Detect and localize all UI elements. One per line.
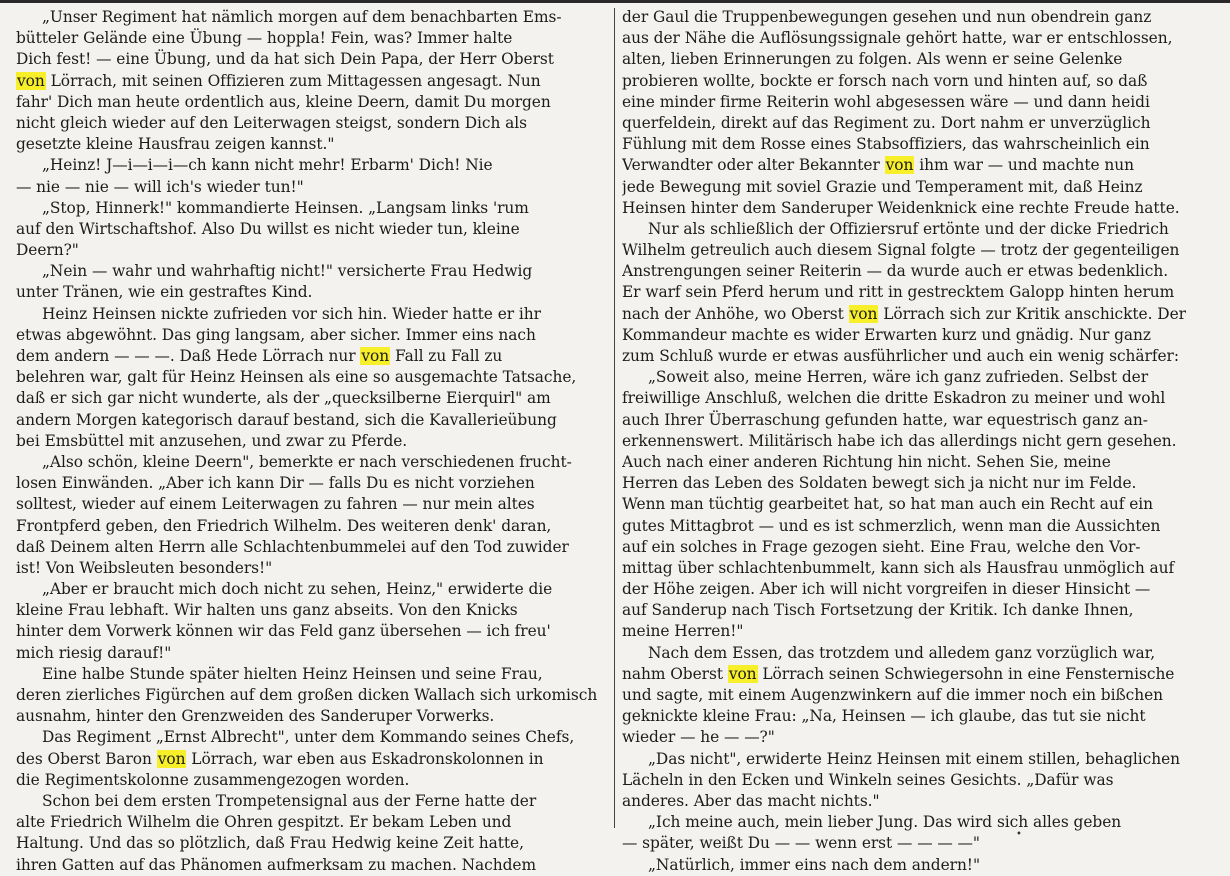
text-line: [16, 282, 604, 303]
text-segment: freiwillige Anschluß, welchen die dritte Eskadron zu meiner und wohl: [622, 389, 1166, 408]
text-segment: Wenn man tüchtig gearbeitet hat, so hat man auch ein Recht auf ein: [622, 495, 1154, 514]
text-line: [16, 579, 604, 600]
highlighted-word: von: [885, 156, 914, 175]
text-segment: Heinz Heinsen nickte zufrieden vor sich hin. Wieder hatte er ihr: [42, 304, 541, 323]
text-line: [622, 833, 1222, 854]
text-line: [16, 664, 604, 685]
text-segment: Wilhelm getreulich auch diesem Signal folgte — trotz der gegenteiligen: [622, 241, 1180, 260]
text-segment: eine minder firme Reiterin wohl abgesessen wäre — und dann heidi: [622, 92, 1150, 111]
text-segment: Eine halbe Stunde später hielten Heinz Heinsen und seine Frau,: [42, 664, 543, 683]
text-line: [16, 92, 604, 113]
text-line: [16, 388, 604, 409]
text-line: [622, 473, 1222, 494]
highlighted-word: von: [728, 664, 757, 683]
text-segment: „Aber er braucht mich doch nicht zu sehen, Heinz," erwiderte die: [42, 580, 553, 599]
text-line: [16, 770, 604, 791]
text-segment: bütteler Gelände eine Übung — hoppla! Fein, was? Immer halte: [16, 29, 513, 48]
text-line: [622, 643, 1222, 664]
text-segment: geknickte kleine Frau: „Na, Heinsen — ich glaube, das tut sie nicht: [622, 707, 1146, 726]
text-segment: Auch nach einer anderen Richtung hin nicht. Sehen Sie, meine: [622, 452, 1111, 471]
text-line: [622, 791, 1222, 812]
text-line: [16, 621, 604, 642]
text-segment: „Also schön, kleine Deern", bemerkte er nach verschiedenen frucht-: [42, 452, 572, 471]
text-line: [622, 410, 1222, 431]
text-line: [16, 431, 604, 452]
text-segment: Nur als schließlich der Offiziersruf ertönte und der dicke Friedrich: [648, 219, 1169, 238]
text-segment: Fühlung mit dem Rosse eines Stabsoffiziers, das wahrscheinlich ein: [622, 135, 1150, 154]
text-line: [16, 685, 604, 706]
column-divider: [614, 8, 615, 828]
text-segment: des Oberst Baron: [16, 749, 157, 768]
text-segment: auch Ihrer Überraschung gefunden hatte, war equestrisch ganz an-: [622, 410, 1148, 429]
text-line: [16, 833, 604, 854]
text-line: [16, 600, 604, 621]
text-segment: Lörrach sich zur Kritik anschickte. Der: [878, 304, 1186, 323]
text-segment: gesetzte kleine Hausfrau zeigen kannst.": [16, 135, 335, 154]
text-line: [16, 304, 604, 325]
text-line: [16, 198, 604, 219]
text-segment: Lörrach, mit seinen Offizieren zum Mittagessen angesagt. Nun: [45, 71, 541, 90]
text-segment: Er warf sein Pferd herum und ritt in gestrecktem Galopp hinten herum: [622, 283, 1175, 302]
text-line: [622, 325, 1222, 346]
text-line: [16, 7, 604, 28]
text-line: [16, 134, 604, 155]
text-line: [622, 388, 1222, 409]
text-line: [16, 113, 604, 134]
text-segment: Lörrach, war eben aus Eskadronskolonnen in: [186, 749, 544, 768]
text-segment: gutes Mittagbrot — und es ist schmerzlich, wenn man die Aussichten: [622, 516, 1161, 535]
text-line: [16, 346, 604, 367]
text-line: [622, 92, 1222, 113]
text-segment: Heinsen hinter dem Sanderuper Weidenknick eine rechte Freude hatte.: [622, 198, 1180, 217]
text-line: [622, 685, 1222, 706]
right-column: [622, 7, 1222, 876]
text-line: [16, 219, 604, 240]
text-segment: anderes. Aber das macht nichts.": [622, 791, 880, 810]
text-segment: „Das nicht", erwiderte Heinz Heinsen mit einem stillen, behaglichen: [648, 749, 1181, 768]
text-line: [622, 304, 1222, 325]
text-segment: auf Sanderup nach Tisch Fortsetzung der Kritik. Ich danke Ihnen,: [622, 601, 1134, 620]
text-line: [622, 155, 1222, 176]
text-line: [16, 410, 604, 431]
text-line: [622, 749, 1222, 770]
text-segment: hinter dem Vorwerk können wir das Feld ganz übersehen — ich freu': [16, 622, 551, 641]
text-segment: auf den Wirtschaftshof. Also Du willst es nicht wieder tun, kleine: [16, 219, 520, 238]
text-segment: meine Herren!": [622, 622, 744, 641]
text-segment: kleine Frau lebhaft. Wir halten uns ganz abseits. Von den Knicks: [16, 601, 518, 620]
text-line: [622, 198, 1222, 219]
text-line: [622, 219, 1222, 240]
text-segment: Das Regiment „Ernst Albrecht", unter dem Kommando seines Chefs,: [42, 728, 575, 747]
text-segment: daß Deinem alten Herrn alle Schlachtenbummelei auf den Tod zuwider: [16, 537, 569, 556]
text-segment: „Heinz! J—i—i—i—ch kann nicht mehr! Erbarm' Dich! Nie: [42, 156, 493, 175]
text-segment: nach der Anhöhe, wo Oberst: [622, 304, 849, 323]
highlighted-word: von: [157, 749, 186, 768]
text-segment: ihren Gatten auf das Phänomen aufmerksam zu machen. Nachdem: [16, 855, 537, 874]
text-segment: Nach dem Essen, das trotzdem und alledem ganz vorzüglich war,: [648, 643, 1156, 662]
text-segment: bei Emsbüttel mit anzusehen, und zwar zu Pferde.: [16, 431, 408, 450]
text-segment: — nie — nie — will ich's wieder tun!": [16, 177, 304, 196]
text-segment: daß er sich gar nicht wunderte, als der „quecksilberne Eierquirl" am: [16, 389, 551, 408]
text-segment: ihm war — und machte nun: [914, 156, 1135, 175]
text-line: [622, 579, 1222, 600]
text-line: [622, 49, 1222, 70]
text-line: [16, 727, 604, 748]
text-line: [622, 494, 1222, 515]
text-segment: nicht gleich wieder auf den Leiterwagen steigst, sondern Dich als: [16, 113, 528, 132]
text-segment: solltest, wieder auf einem Leiterwagen zu fahren — nur mein altes: [16, 495, 535, 514]
text-segment: der Gaul die Truppenbewegungen gesehen und nun obendrein ganz: [622, 8, 1152, 26]
text-line: [16, 791, 604, 812]
highlighted-word: von: [361, 347, 390, 365]
text-segment: „Natürlich, immer eins nach dem andern!": [648, 855, 980, 874]
text-segment: Herren das Leben des Soldaten bewegt sich ja nicht nur im Felde.: [622, 474, 1137, 493]
text-segment: losen Einwänden. „Aber ich kann Dir — falls Du es nicht vorziehen: [16, 474, 535, 493]
text-line: [622, 812, 1222, 833]
text-line: [16, 240, 604, 261]
text-segment: nahm Oberst: [622, 664, 728, 683]
text-line: [622, 621, 1222, 642]
top-border: [0, 0, 1230, 3]
text-line: [16, 71, 604, 92]
text-segment: probieren wollte, bockte er forsch nach vorn und hinten auf, so daß: [622, 71, 1148, 90]
text-line: [16, 855, 604, 876]
text-segment: Haltung. Und das so plötzlich, daß Frau Hedwig keine Zeit hatte,: [16, 834, 524, 853]
text-segment: „Soweit also, meine Herren, wäre ich ganz zufrieden. Selbst der: [648, 368, 1149, 387]
text-segment: unter Tränen, wie ein gestraftes Kind.: [16, 283, 313, 302]
text-line: [16, 452, 604, 473]
text-segment: alten, lieben Erinnerungen zu folgen. Als wenn er seine Gelenke: [622, 50, 1123, 69]
text-segment: Kommandeur machte es wider Erwarten kurz und gnädig. Nur ganz: [622, 325, 1151, 344]
text-segment: — später, weißt Du — — wenn erst — — — —": [622, 834, 980, 853]
text-segment: „Unser Regiment hat nämlich morgen auf dem benachbarten Ems-: [42, 8, 562, 26]
highlighted-word: von: [17, 71, 45, 90]
text-line: [622, 71, 1222, 92]
text-line: [16, 325, 604, 346]
page-mark: •: [1016, 829, 1022, 840]
text-line: [16, 261, 604, 282]
text-segment: belehren war, galt für Heinz Heinsen als eine so ausgemachte Tatsache,: [16, 368, 577, 387]
text-segment: andern Morgen kategorisch darauf bestand, sich die Kavallerieübung: [16, 410, 557, 429]
text-line: [622, 367, 1222, 388]
text-line: [622, 28, 1222, 49]
text-line: [16, 367, 604, 388]
text-segment: Lörrach seinen Schwiegersohn in eine Fensternische: [757, 664, 1175, 683]
text-line: [622, 727, 1222, 748]
text-segment: aus der Nähe die Auflösungssignale gehört hatte, war er entschlossen,: [622, 29, 1173, 48]
text-line: [16, 155, 604, 176]
highlighted-word: von: [849, 304, 878, 323]
text-line: [622, 7, 1222, 28]
text-segment: deren zierliches Figürchen auf dem großen dicken Wallach sich urkomisch: [16, 686, 598, 704]
text-segment: Fall zu Fall zu: [390, 347, 503, 365]
text-segment: ist! Von Weibsleuten besonders!": [16, 558, 273, 577]
text-line: [622, 600, 1222, 621]
text-line: [622, 664, 1222, 685]
text-line: [622, 177, 1222, 198]
text-line: [16, 516, 604, 537]
text-segment: ausnahm, hinter den Grenzweiden des Sanderuper Vorwerks.: [16, 707, 495, 726]
text-line: [16, 49, 604, 70]
text-segment: Frontpferd geben, den Friedrich Wilhelm. Des weiteren denk' daran,: [16, 516, 552, 535]
text-line: [622, 537, 1222, 558]
text-line: [622, 113, 1222, 134]
text-line: [622, 282, 1222, 303]
text-line: [16, 706, 604, 727]
text-segment: dem andern — — —. Daß Hede Lörrach nur: [16, 347, 361, 365]
text-line: [622, 240, 1222, 261]
text-line: [16, 749, 604, 770]
text-segment: Schon bei dem ersten Trompetensignal aus der Ferne hatte der: [42, 791, 537, 810]
text-line: [16, 494, 604, 515]
text-segment: Dich fest! — eine Übung, und da hat sich Dein Papa, der Herr Oberst: [16, 50, 554, 69]
text-line: [16, 473, 604, 494]
text-segment: Anstrengungen seiner Reiterin — da wurde auch er etwas bedenklich.: [622, 262, 1169, 281]
text-line: [16, 643, 604, 664]
text-line: [622, 770, 1222, 791]
text-segment: Deern?": [16, 241, 79, 260]
text-line: [622, 431, 1222, 452]
text-line: [622, 261, 1222, 282]
text-segment: wieder — he — —?": [622, 728, 775, 747]
text-segment: alte Friedrich Wilhelm die Ohren gespitzt. Er bekam Leben und: [16, 813, 512, 832]
text-segment: die Regimentskolonne zusammengezogen worden.: [16, 770, 410, 789]
text-segment: etwas abgewöhnt. Das ging langsam, aber sicher. Immer eins nach: [16, 325, 536, 344]
text-segment: mich riesig darauf!": [16, 643, 172, 662]
text-segment: zum Schluß wurde er etwas ausführlicher und auch ein wenig schärfer:: [622, 347, 1179, 365]
text-segment: querfeldein, direkt auf das Regiment zu. Dort nahm er unverzüglich: [622, 113, 1151, 132]
text-segment: und sagte, mit einem Augenzwinkern auf die immer noch ein bißchen: [622, 686, 1164, 704]
text-segment: „Nein — wahr und wahrhaftig nicht!" versicherte Frau Hedwig: [42, 262, 533, 281]
text-segment: der Höhe zeigen. Aber ich will nicht vorgreifen in dieser Hinsicht —: [622, 580, 1151, 599]
text-segment: „Stop, Hinnerk!" kommandierte Heinsen. „Langsam links 'rum: [42, 198, 529, 217]
text-line: [16, 28, 604, 49]
text-segment: fahr' Dich man heute ordentlich aus, kleine Deern, damit Du morgen: [16, 92, 551, 111]
text-segment: Verwandter oder alter Bekannter: [622, 156, 885, 175]
text-line: [622, 134, 1222, 155]
text-line: [16, 558, 604, 579]
text-segment: erkennenswert. Militärisch habe ich das allerdings nicht gern gesehen.: [622, 431, 1177, 450]
text-line: [622, 516, 1222, 537]
text-line: [622, 855, 1222, 876]
text-line: [622, 558, 1222, 579]
text-segment: „Ich meine auch, mein lieber Jung. Das wird sich alles geben: [648, 813, 1122, 832]
left-column: [16, 7, 604, 876]
text-line: [16, 537, 604, 558]
text-segment: jede Bewegung mit soviel Grazie und Temperament mit, daß Heinz: [622, 177, 1143, 196]
text-segment: Lächeln in den Ecken und Winkeln seines Gesichts. „Dafür was: [622, 770, 1114, 789]
text-line: [16, 177, 604, 198]
text-line: [622, 452, 1222, 473]
text-line: [622, 346, 1222, 367]
text-line: [622, 706, 1222, 727]
text-segment: auf ein solches in Frage gezogen sieht. Eine Frau, welche den Vor-: [622, 537, 1141, 556]
text-segment: mittag über schlachtenbummelt, kann sich als Hausfrau unmöglich auf: [622, 558, 1175, 577]
text-line: [16, 812, 604, 833]
